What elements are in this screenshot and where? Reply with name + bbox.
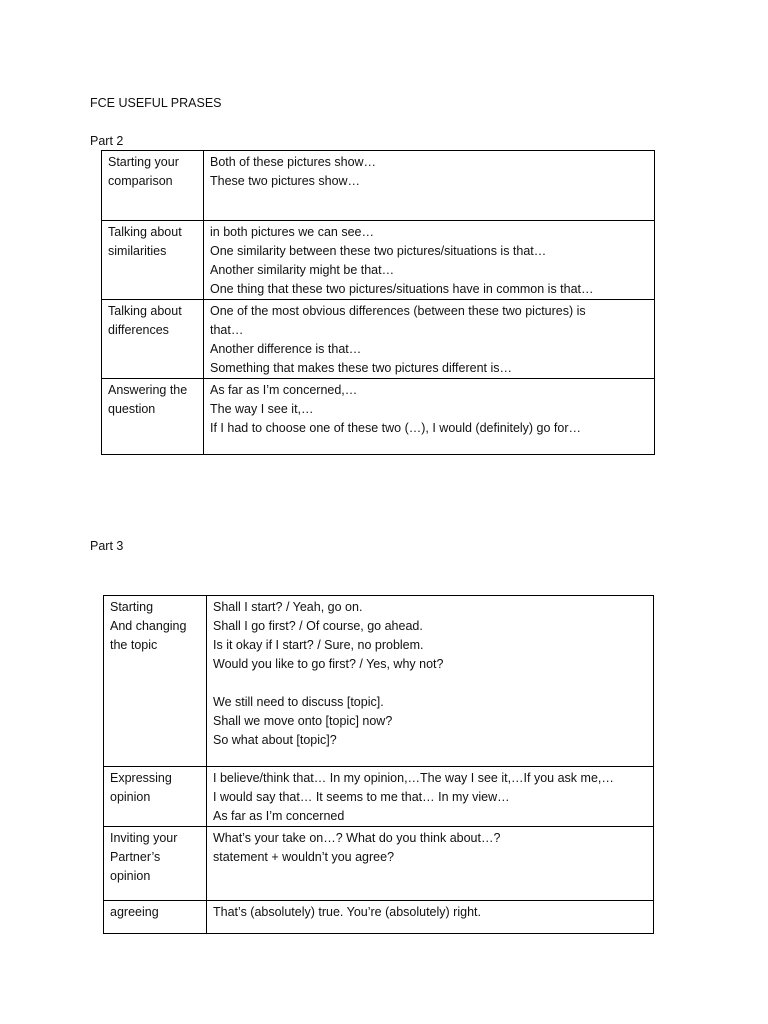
part-3-heading: Part 3 bbox=[90, 539, 124, 553]
category-cell bbox=[104, 596, 207, 767]
category-label: opinion bbox=[110, 869, 151, 883]
phrases-cell bbox=[207, 827, 654, 901]
part-2-heading: Part 2 bbox=[90, 134, 124, 148]
phrase: So what about [topic]? bbox=[213, 733, 337, 747]
table-row bbox=[102, 221, 655, 300]
phrases-cell bbox=[207, 596, 654, 767]
blank-line bbox=[213, 674, 647, 693]
phrase: Another difference is that… bbox=[210, 342, 362, 356]
phrase: One similarity between these two pictures/situations is that… bbox=[210, 244, 547, 258]
part-2-phrase-table bbox=[101, 150, 655, 455]
phrase: We still need to discuss [topic]. bbox=[213, 695, 384, 709]
category-label: Expressing bbox=[110, 771, 172, 785]
phrases-cell bbox=[204, 300, 655, 379]
phrase: As far as I’m concerned bbox=[213, 809, 345, 823]
category-label: opinion bbox=[110, 790, 151, 804]
table-row bbox=[102, 151, 655, 221]
category-label: Talking about bbox=[108, 225, 182, 239]
phrase: I would say that… It seems to me that… In my view… bbox=[213, 790, 510, 804]
phrase: The way I see it,… bbox=[210, 402, 314, 416]
category-label: similarities bbox=[108, 244, 167, 258]
phrase: One thing that these two pictures/situations have in common is that… bbox=[210, 282, 594, 296]
phrases-cell bbox=[207, 901, 654, 934]
category-cell bbox=[104, 767, 207, 827]
category-label: comparison bbox=[108, 174, 173, 188]
phrase: Shall I start? / Yeah, go on. bbox=[213, 600, 363, 614]
phrases-cell bbox=[204, 151, 655, 221]
category-label: Starting bbox=[110, 600, 154, 614]
phrase: Shall I go first? / Of course, go ahead. bbox=[213, 619, 423, 633]
phrase: Another similarity might be that… bbox=[210, 263, 395, 277]
category-cell bbox=[102, 221, 204, 300]
phrase: If I had to choose one of these two (…), I would (definitely) go for… bbox=[210, 421, 582, 435]
phrase: Both of these pictures show… bbox=[210, 155, 377, 169]
category-label: question bbox=[108, 402, 156, 416]
category-label: Partner’s bbox=[110, 850, 161, 864]
category-label: agreeing bbox=[110, 905, 159, 919]
table-row bbox=[102, 379, 655, 455]
category-cell bbox=[104, 901, 207, 934]
phrase: These two pictures show… bbox=[210, 174, 361, 188]
category-label: Inviting your bbox=[110, 831, 178, 845]
phrase: What’s your take on…? What do you think about…? bbox=[213, 831, 501, 845]
table-row bbox=[104, 901, 654, 934]
category-label: And changing bbox=[110, 619, 187, 633]
table-row bbox=[102, 300, 655, 379]
category-label: Talking about bbox=[108, 304, 182, 318]
category-cell bbox=[102, 379, 204, 455]
category-label: the topic bbox=[110, 638, 158, 652]
category-cell bbox=[102, 151, 204, 221]
phrases-cell bbox=[207, 767, 654, 827]
phrase: that… bbox=[210, 323, 244, 337]
category-label: Starting your bbox=[108, 155, 179, 169]
phrase: One of the most obvious differences (between these two pictures) is bbox=[210, 304, 586, 318]
category-cell bbox=[102, 300, 204, 379]
phrase: Shall we move onto [topic] now? bbox=[213, 714, 393, 728]
phrase: Is it okay if I start? / Sure, no problem. bbox=[213, 638, 424, 652]
part-3-phrase-table bbox=[103, 595, 654, 934]
phrase: I believe/think that… In my opinion,…The way I see it,…If you ask me,… bbox=[213, 771, 614, 785]
table-row bbox=[104, 827, 654, 901]
phrase: As far as I’m concerned,… bbox=[210, 383, 358, 397]
phrases-cell bbox=[204, 221, 655, 300]
table-row bbox=[104, 767, 654, 827]
phrase: statement + wouldn’t you agree? bbox=[213, 850, 395, 864]
phrases-cell bbox=[204, 379, 655, 455]
table-row bbox=[104, 596, 654, 767]
document-title: FCE USEFUL PRASES bbox=[90, 96, 222, 110]
category-label: Answering the bbox=[108, 383, 188, 397]
phrase: in both pictures we can see… bbox=[210, 225, 374, 239]
category-label: differences bbox=[108, 323, 169, 337]
category-cell bbox=[104, 827, 207, 901]
phrase: That’s (absolutely) true. You’re (absolutely) right. bbox=[213, 905, 481, 919]
phrase: Would you like to go first? / Yes, why not? bbox=[213, 657, 444, 671]
phrase: Something that makes these two pictures different is… bbox=[210, 361, 513, 375]
